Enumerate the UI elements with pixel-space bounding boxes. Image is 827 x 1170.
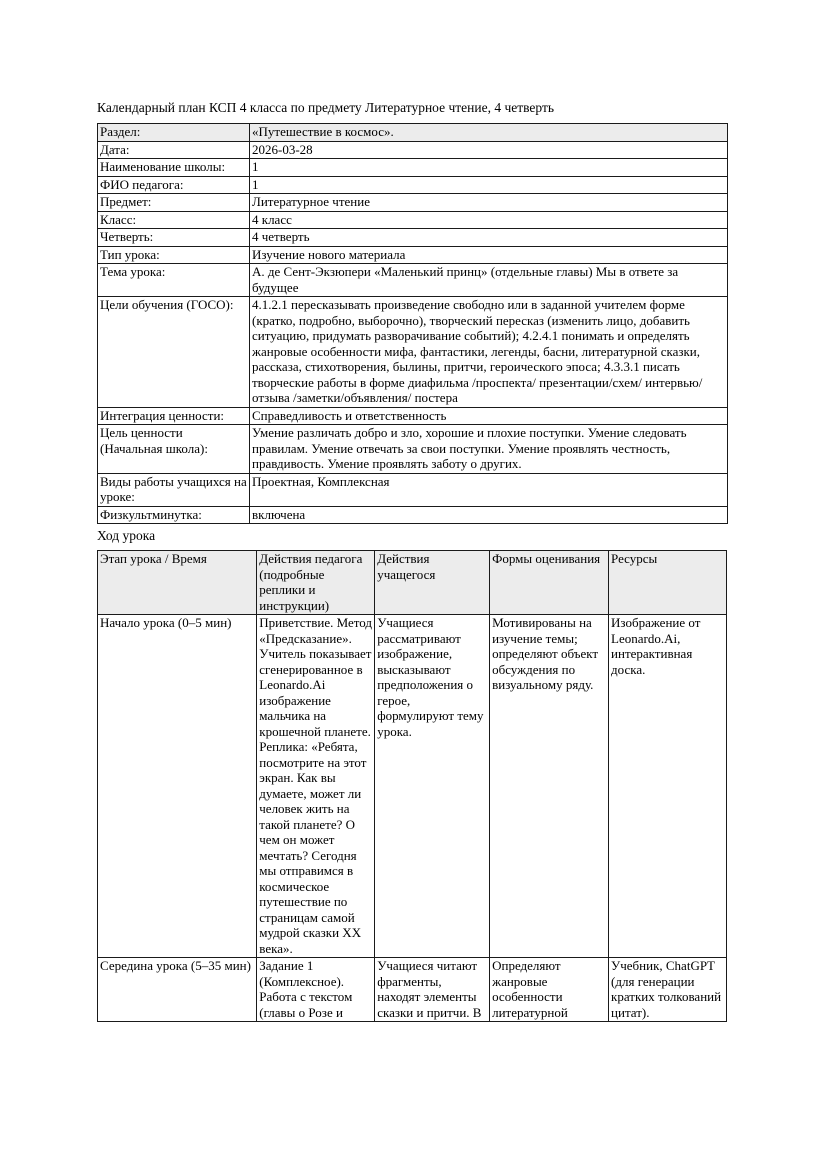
- info-label: Тема урока:: [98, 264, 250, 297]
- table-row: [98, 297, 728, 408]
- info-label: Раздел:: [98, 124, 250, 142]
- table-row: [98, 958, 727, 1022]
- table-row: [98, 194, 728, 212]
- table-header-row: [98, 551, 727, 615]
- lesson-info-table: [97, 123, 728, 524]
- document-title: Календарный план КСП 4 класса по предмету Литературное чтение, 4 четверть: [97, 100, 555, 115]
- table-row: [98, 141, 728, 159]
- table-row: [98, 229, 728, 247]
- resources-cell: Изображение от Leonardo.Ai, интерактивная доска.: [609, 615, 727, 958]
- column-header-resources: Ресурсы: [609, 551, 727, 615]
- info-value: 2026-03-28: [250, 141, 728, 159]
- table-row: [98, 211, 728, 229]
- info-label: Тип урока:: [98, 246, 250, 264]
- assessment-cell: Мотивированы на изучение темы; определяют объект обсуждения по визуальному ряду.: [490, 615, 609, 958]
- info-value: Проектная, Комплексная: [250, 473, 728, 506]
- table-row: [98, 473, 728, 506]
- info-label: Физкультминутка:: [98, 506, 250, 524]
- info-value: включена: [250, 506, 728, 524]
- info-value: Литературное чтение: [250, 194, 728, 212]
- info-label: Класс:: [98, 211, 250, 229]
- info-value: 1: [250, 176, 728, 194]
- table-row: [98, 425, 728, 474]
- info-value: 4 класс: [250, 211, 728, 229]
- info-label: Наименование школы:: [98, 159, 250, 177]
- info-value: Изучение нового материала: [250, 246, 728, 264]
- resources-cell: Учебник, ChatGPT (для генерации кратких толкований цитат).: [609, 958, 727, 1022]
- table-row: [98, 506, 728, 524]
- info-label: Дата:: [98, 141, 250, 159]
- teacher-actions-cell: Задание 1 (Комплексное). Работа с текстом (главы о Розе и: [257, 958, 375, 1022]
- table-row: [98, 124, 728, 142]
- info-label: Интеграция ценности:: [98, 407, 250, 425]
- student-actions-cell: Учащиеся читают фрагменты, находят элементы сказки и притчи. В: [375, 958, 490, 1022]
- column-header-stage: Этап урока / Время: [98, 551, 257, 615]
- table-row: [98, 615, 727, 958]
- info-label: Предмет:: [98, 194, 250, 212]
- table-row: [98, 176, 728, 194]
- student-actions-cell: Учащиеся рассматривают изображение, высказывают предположения о герое, формулируют тему урока.: [375, 615, 490, 958]
- table-row: [98, 159, 728, 177]
- table-row: [98, 246, 728, 264]
- stage-cell: Середина урока (5–35 мин): [98, 958, 257, 1022]
- info-label: Четверть:: [98, 229, 250, 247]
- lesson-flow-table: [97, 550, 727, 1022]
- info-label: Цели обучения (ГОСО):: [98, 297, 250, 408]
- assessment-cell: Определяют жанровые особенности литературной: [490, 958, 609, 1022]
- table-row: [98, 407, 728, 425]
- table-row: [98, 264, 728, 297]
- stage-cell: Начало урока (0–5 мин): [98, 615, 257, 958]
- info-value: А. де Сент-Экзюпери «Маленький принц» (отдельные главы) Мы в ответе за будущее: [250, 264, 728, 297]
- info-value: «Путешествие в космос».: [250, 124, 728, 142]
- info-value: 4.1.2.1 пересказывать произведение свободно или в заданной учителем форме (кратко, подробно, выборочно), творческий пересказ (изменить лицо, добавить ситуацию, придумать разворачивание событий); 4.2.4.1 понимать и определять жанровые особенности мифа, фантастики, легенды, басни, литературной сказки, рассказа, стихотворения, былины, притчи, героического эпоса; 4.3.3.1 писать творческие работы в форме диафильма /проспекта/ презентации/схем/ интервью/отзыва /заметки/объявления/ постера: [250, 297, 728, 408]
- document-content: [97, 100, 728, 1022]
- column-header-assessment: Формы оценивания: [490, 551, 609, 615]
- info-value: Справедливость и ответственность: [250, 407, 728, 425]
- info-value: Умение различать добро и зло, хорошие и плохие поступки. Умение следовать правилам. Умение отвечать за свои поступки. Умение проявлять честность, правдивость. Умение проявлять заботу о других.: [250, 425, 728, 474]
- info-label: ФИО педагога:: [98, 176, 250, 194]
- column-header-student-actions: Действия учащегося: [375, 551, 490, 615]
- info-value: 1: [250, 159, 728, 177]
- teacher-actions-cell: Приветствие. Метод «Предсказание». Учитель показывает сгенерированное в Leonardo.Ai изображение мальчика на крошечной планете. Реплика: «Ребята, посмотрите на этот экран. Как вы думаете, может ли человек жить на такой планете? О чем он может мечтать? Сегодня мы отправимся в космическое путешествие по страницам самой мудрой сказки XX века».: [257, 615, 375, 958]
- column-header-teacher-actions: Действия педагога (подробные реплики и инструкции): [257, 551, 375, 615]
- info-label: Цель ценности (Начальная школа):: [98, 425, 250, 474]
- info-value: 4 четверть: [250, 229, 728, 247]
- info-label: Виды работы учащихся на уроке:: [98, 473, 250, 506]
- lesson-flow-heading: Ход урока: [97, 528, 156, 543]
